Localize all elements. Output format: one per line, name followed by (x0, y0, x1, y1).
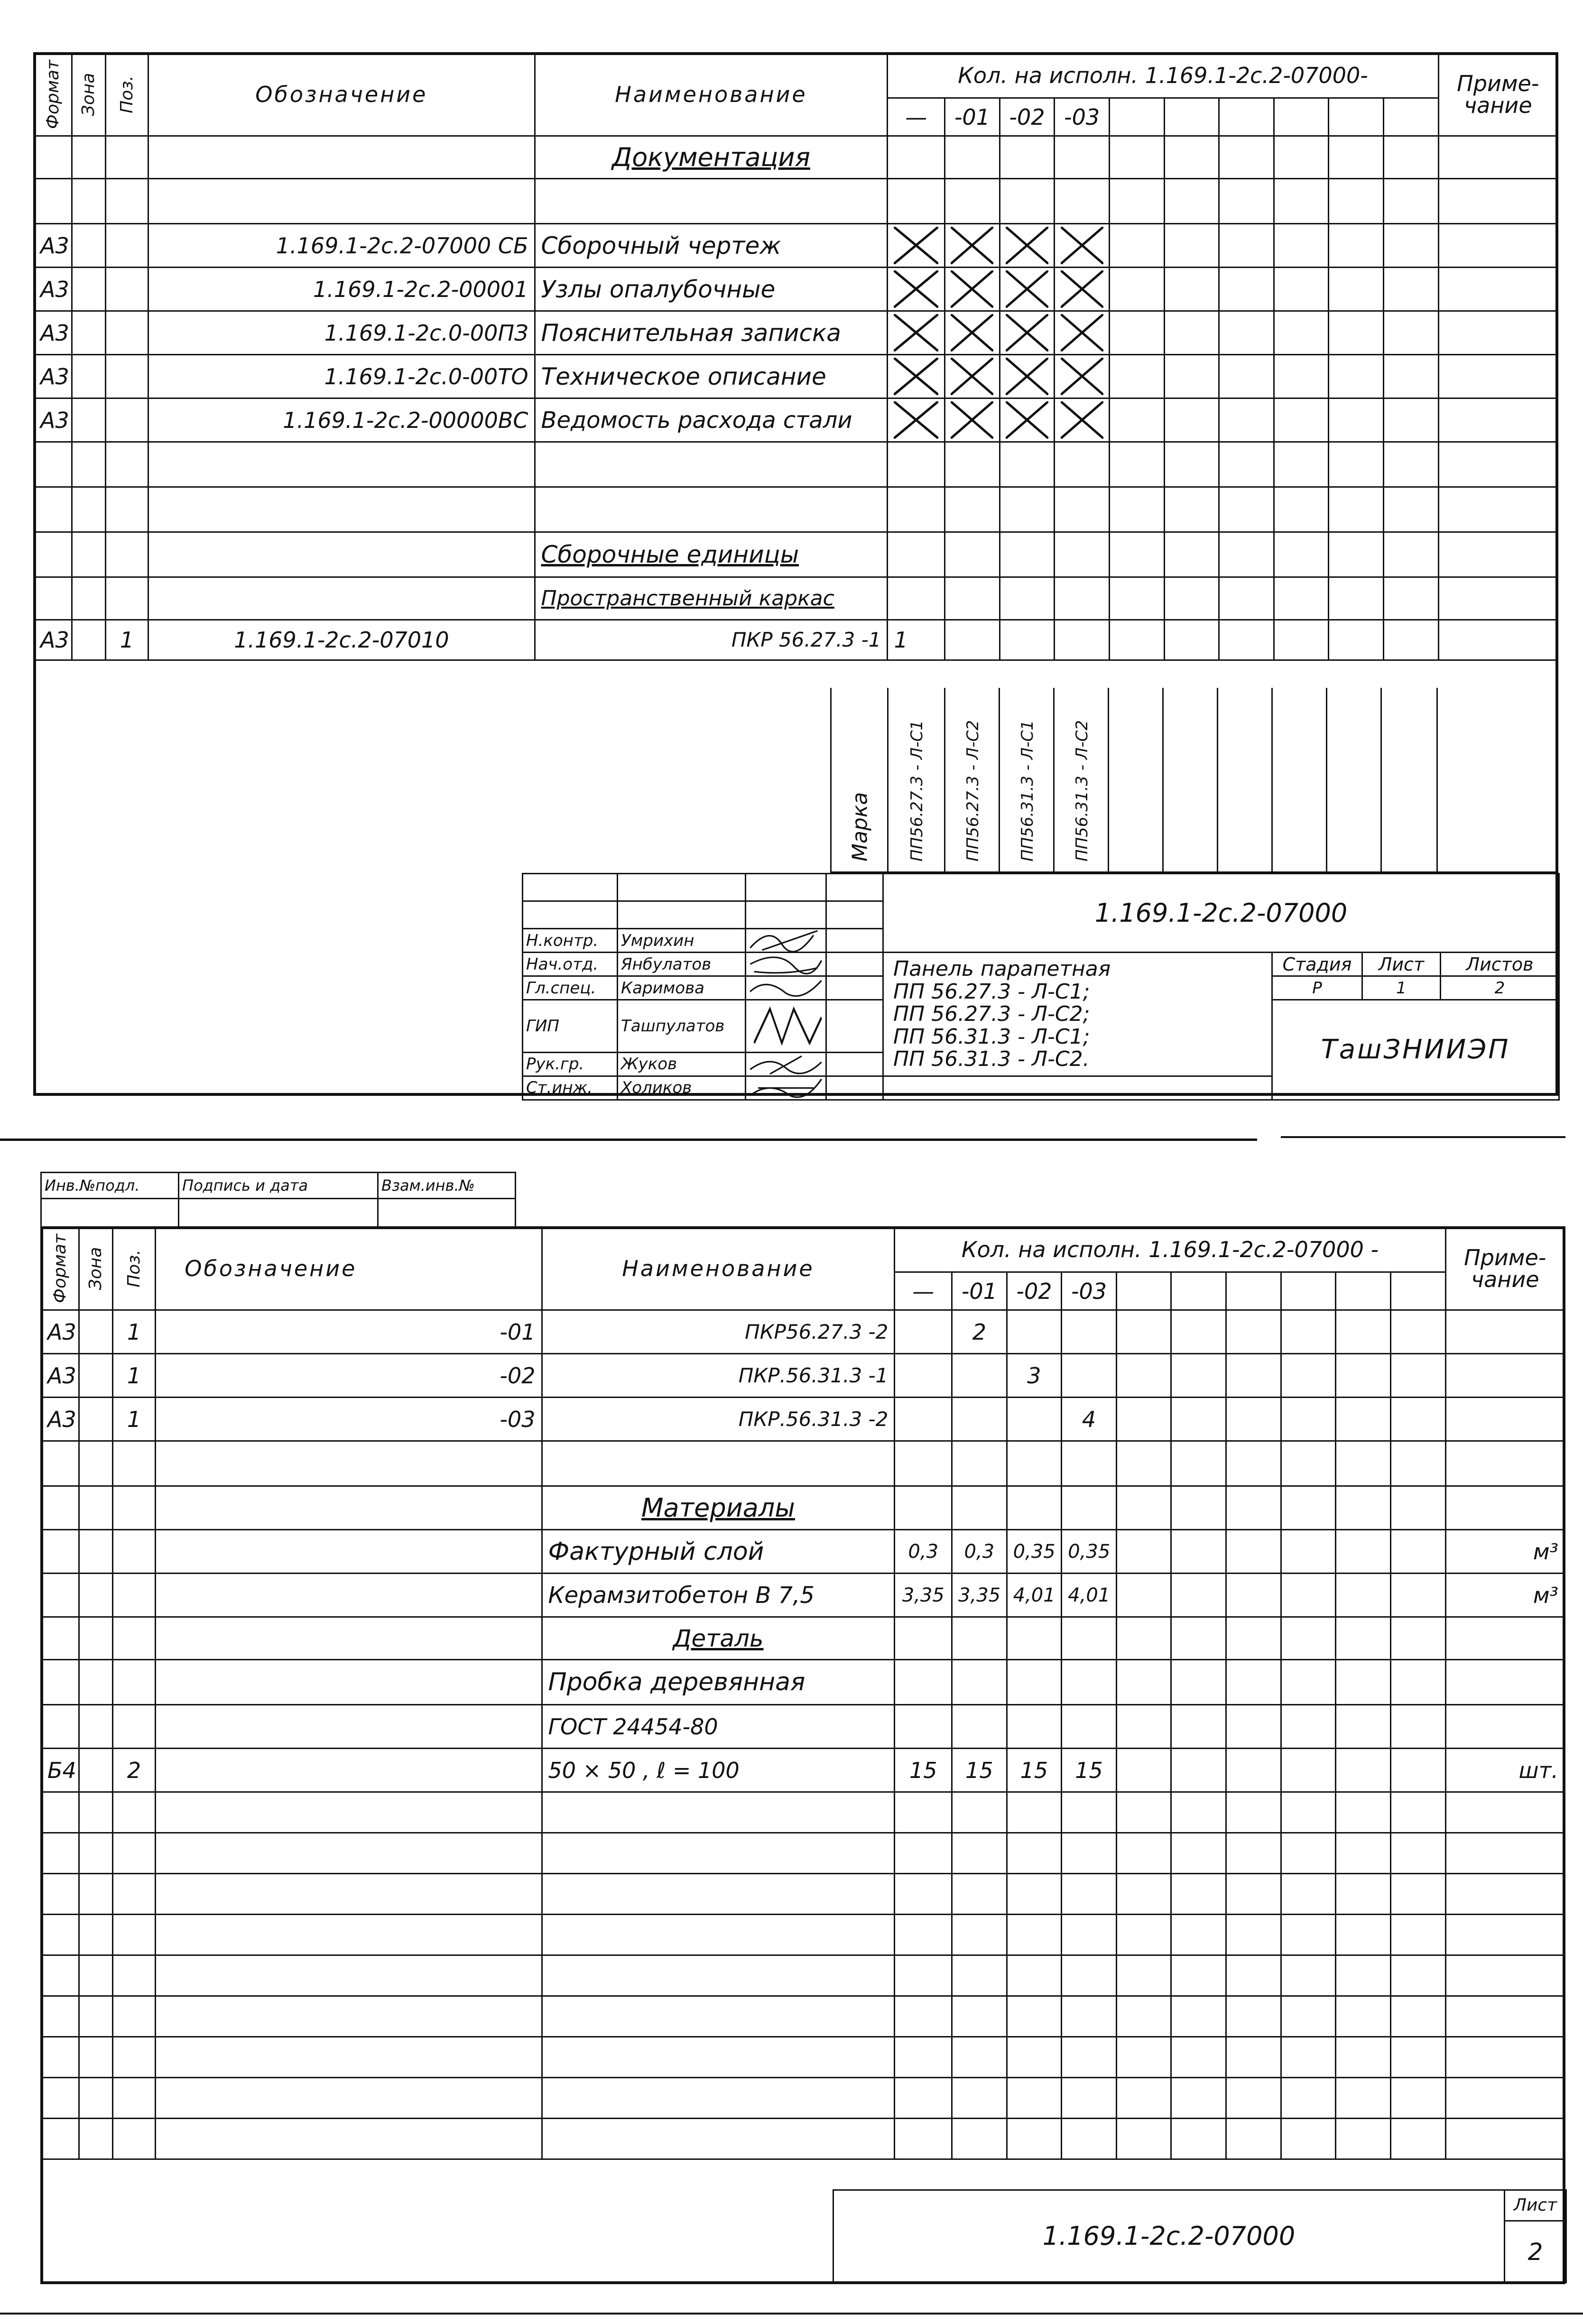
row-name: Ведомость расхода стали (535, 398, 888, 442)
row-name: ПКР 56.27.3 -1 (535, 620, 888, 660)
table-row (34, 620, 1558, 660)
spec-table-2 (40, 1226, 1565, 2160)
signature (746, 976, 826, 1000)
row-qty (1007, 1310, 1062, 1354)
person-name: Умрихин (618, 929, 746, 953)
row-format: А3 (34, 620, 72, 660)
col-pos: Поз. (105, 53, 148, 136)
mark-text: ПП56.31.3 - Л-С2 (1072, 720, 1092, 861)
row-name: Техническое описание (535, 355, 888, 398)
row-format: А3 (41, 1398, 79, 1441)
stage-value: Р (1272, 976, 1362, 1000)
row-pos: 1 (112, 1354, 155, 1398)
signature (746, 1076, 826, 1100)
table-row (41, 1354, 1565, 1398)
cross-mark (945, 311, 1000, 355)
variant-02: -02 (1007, 1272, 1062, 1310)
section-detail: Деталь (542, 1617, 895, 1660)
mark-text: ПП56.31.3 - Л-С1 (1018, 720, 1037, 861)
row-qty: 0,3 (895, 1530, 952, 1574)
col-zone: Зона (72, 53, 105, 136)
bottom-rule (0, 2313, 1583, 2315)
page-divider (1281, 1136, 1565, 1138)
variant-01: -01 (952, 1272, 1007, 1310)
row-designation: -02 (156, 1354, 542, 1398)
row-name: Сборочный чертеж (535, 224, 888, 268)
row-qty: 3,35 (895, 1574, 952, 1617)
row-designation: 1.169.1-2с.2-07010 (148, 620, 535, 660)
role-label: Рук.гр. (523, 1052, 618, 1076)
row-qty: 0,35 (1062, 1530, 1117, 1574)
row-name: 50 × 50 , ℓ = 100 (542, 1749, 895, 1792)
row-qty: 4,01 (1062, 1574, 1117, 1617)
row-qty (895, 1398, 952, 1441)
col-qty-header: Кол. на исполн. 1.169.1-2с.2-07000 - (895, 1227, 1445, 1272)
row-pos: 1 (105, 620, 148, 660)
signature (746, 1052, 826, 1076)
row-designation: 1.169.1-2с.0-00ТО (148, 355, 535, 398)
col-designation: Обозначение (148, 53, 535, 136)
cross-mark (945, 268, 1000, 311)
section-docs: Документация (535, 136, 888, 179)
row-qty (1062, 1310, 1117, 1354)
cross-mark (888, 224, 945, 268)
stage-label: Стадия (1272, 953, 1362, 976)
table-row (41, 1530, 1565, 1574)
col-name: Наименование (542, 1227, 895, 1310)
stamp-inv-label: Инв.№подл. (41, 1173, 179, 1199)
row-qty: 2 (952, 1310, 1007, 1354)
row-designation: 1.169.1-2с.2-00001 (148, 268, 535, 311)
person-name: Ташпулатов (618, 1000, 746, 1053)
row-qty: 15 (952, 1749, 1007, 1792)
product-line: ПП 56.31.3 - Л-С2. (893, 1047, 1090, 1072)
product-line: ПП 56.31.3 - Л-С1; (893, 1024, 1090, 1049)
row-qty (1007, 1398, 1062, 1441)
doc-code: 1.169.1-2с.2-07000 (883, 874, 1559, 953)
product-line: Панель парапетная (893, 957, 1111, 981)
person-name: Янбулатов (618, 953, 746, 976)
row-name: Узлы опалубочные (535, 268, 888, 311)
row-qty (1062, 1354, 1117, 1398)
section-materials: Материалы (542, 1486, 895, 1530)
row-designation: 1.169.1-2с.2-07000 СБ (148, 224, 535, 268)
cross-mark (1055, 224, 1110, 268)
product-line: ПП 56.27.3 - Л-С2; (893, 1002, 1090, 1027)
variant-02: -02 (1000, 98, 1055, 136)
footer-doc-code: 1.169.1-2с.2-07000 (833, 2190, 1505, 2283)
person-name: Каримова (618, 976, 746, 1000)
table-row (34, 355, 1558, 398)
cross-mark (888, 398, 945, 442)
row-qty: 15 (895, 1749, 952, 1792)
material-name: Керамзитобетон В 7,5 (542, 1574, 895, 1617)
cross-mark (1000, 398, 1055, 442)
row-qty: 3,35 (952, 1574, 1007, 1617)
row-format: А3 (34, 268, 72, 311)
spec-table-1 (33, 52, 1558, 661)
cross-mark (1000, 311, 1055, 355)
role-label: Ст.инж. (523, 1076, 618, 1100)
table-row (34, 311, 1558, 355)
col-pos: Поз. (112, 1227, 155, 1310)
cross-mark (888, 311, 945, 355)
variant-base: — (895, 1272, 952, 1310)
row-qty: 4 (1062, 1398, 1117, 1441)
mark-cell (999, 688, 1055, 873)
person-name: Жуков (618, 1052, 746, 1076)
mark-text: ПП56.27.3 - Л-С1 (907, 720, 926, 861)
role-label: ГИП (523, 1000, 618, 1053)
material-name: Фактурный слой (542, 1530, 895, 1574)
cross-mark (1055, 355, 1110, 398)
row-pos: 1 (112, 1310, 155, 1354)
signature (746, 953, 826, 976)
cross-mark (1000, 224, 1055, 268)
table-row (34, 398, 1558, 442)
page-divider (0, 1139, 1257, 1141)
mark-text: ПП56.27.3 - Л-С2 (963, 720, 982, 861)
signature (746, 929, 826, 953)
row-qty: 15 (1062, 1749, 1117, 1792)
marka-label: Марка (848, 792, 872, 861)
col-note: Приме- чание (1445, 1227, 1564, 1310)
row-designation: -03 (156, 1398, 542, 1441)
row-name: Пояснительная записка (535, 311, 888, 355)
col-format: Формат (41, 1227, 79, 1310)
variant-03: -03 (1062, 1272, 1117, 1310)
cross-mark (945, 224, 1000, 268)
title-block-1 (522, 873, 1560, 1101)
marka-label-cell (830, 688, 889, 873)
product-line: ПП 56.27.3 - Л-С1; (893, 979, 1090, 1004)
cross-mark (888, 355, 945, 398)
marka-block (830, 688, 1558, 873)
variant-base: — (888, 98, 945, 136)
footer-sheet-number: 2 (1505, 2221, 1566, 2283)
stamp-sign-label: Подпись и дата (179, 1173, 378, 1199)
product-description (883, 953, 1272, 1076)
row-format: А3 (34, 355, 72, 398)
row-qty: 0,35 (1007, 1530, 1062, 1574)
cross-mark (1055, 268, 1110, 311)
row-qty (895, 1310, 952, 1354)
row-qty (895, 1354, 952, 1398)
detail-line: Пробка деревянная (542, 1660, 895, 1705)
row-note: м³ (1445, 1530, 1564, 1574)
cross-mark (1055, 311, 1110, 355)
sheet-value: 1 (1362, 976, 1441, 1000)
row-qty: 3 (1007, 1354, 1062, 1398)
table-row (34, 268, 1558, 311)
row-format: А3 (41, 1310, 79, 1354)
person-name: Холиков (618, 1076, 746, 1100)
table-row (41, 1574, 1565, 1617)
col-format: Формат (34, 53, 72, 136)
row-qty: 1 (888, 620, 945, 660)
footer-sheet-label: Лист (1505, 2190, 1566, 2221)
row-qty (952, 1354, 1007, 1398)
section-frame: Пространственный каркас (535, 577, 888, 620)
footer-block-2 (833, 2189, 1567, 2283)
row-format: А3 (34, 311, 72, 355)
sheets-value: 2 (1441, 976, 1559, 1000)
mark-cell (1053, 688, 1109, 873)
cross-mark (1000, 268, 1055, 311)
col-qty-header: Кол. на исполн. 1.169.1-2с.2-07000- (888, 53, 1438, 98)
cross-mark (945, 398, 1000, 442)
variant-01: -01 (945, 98, 1000, 136)
signature (746, 1000, 826, 1053)
sheets-label: Листов (1441, 953, 1559, 976)
mark-cell (887, 688, 945, 873)
section-assy: Сборочные единицы (535, 532, 888, 577)
variant-03: -03 (1055, 98, 1110, 136)
row-qty (952, 1398, 1007, 1441)
row-note: шт. (1445, 1749, 1564, 1792)
row-designation: -01 (156, 1310, 542, 1354)
mark-cell (944, 688, 1000, 873)
row-name: ПКР.56.31.3 -1 (542, 1354, 895, 1398)
sheet-label: Лист (1362, 953, 1441, 976)
row-designation: 1.169.1-2с.2-00000ВС (148, 398, 535, 442)
row-name: ПКР.56.31.3 -2 (542, 1398, 895, 1441)
row-name: ПКР56.27.3 -2 (542, 1310, 895, 1354)
stamp-table (40, 1172, 516, 1228)
row-format: А3 (34, 398, 72, 442)
row-pos: 1 (112, 1398, 155, 1441)
col-zone: Зона (79, 1227, 112, 1310)
col-note: Приме- чание (1438, 53, 1557, 136)
role-label: Гл.спец. (523, 976, 618, 1000)
row-pos: 2 (112, 1749, 155, 1792)
row-note: м³ (1445, 1574, 1564, 1617)
row-format: А3 (34, 224, 72, 268)
table-row (34, 224, 1558, 268)
row-format: А3 (41, 1354, 79, 1398)
stamp-swap-label: Взам.инв.№ (378, 1173, 516, 1199)
cross-mark (888, 268, 945, 311)
table-row (41, 1310, 1565, 1354)
organization: ТашЗНИИЭП (1272, 1000, 1559, 1100)
table-row (41, 1749, 1565, 1792)
row-format: Б4 (41, 1749, 79, 1792)
cross-mark (1055, 398, 1110, 442)
role-label: Н.контр. (523, 929, 618, 953)
row-qty: 0,3 (952, 1530, 1007, 1574)
table-row (41, 1398, 1565, 1441)
cross-mark (1000, 355, 1055, 398)
col-name: Наименование (535, 53, 888, 136)
row-qty: 15 (1007, 1749, 1062, 1792)
detail-line: ГОСТ 24454-80 (542, 1705, 895, 1749)
row-qty: 4,01 (1007, 1574, 1062, 1617)
cross-mark (945, 355, 1000, 398)
role-label: Нач.отд. (523, 953, 618, 976)
col-designation: Обозначение (156, 1227, 542, 1310)
row-designation: 1.169.1-2с.0-00ПЗ (148, 311, 535, 355)
